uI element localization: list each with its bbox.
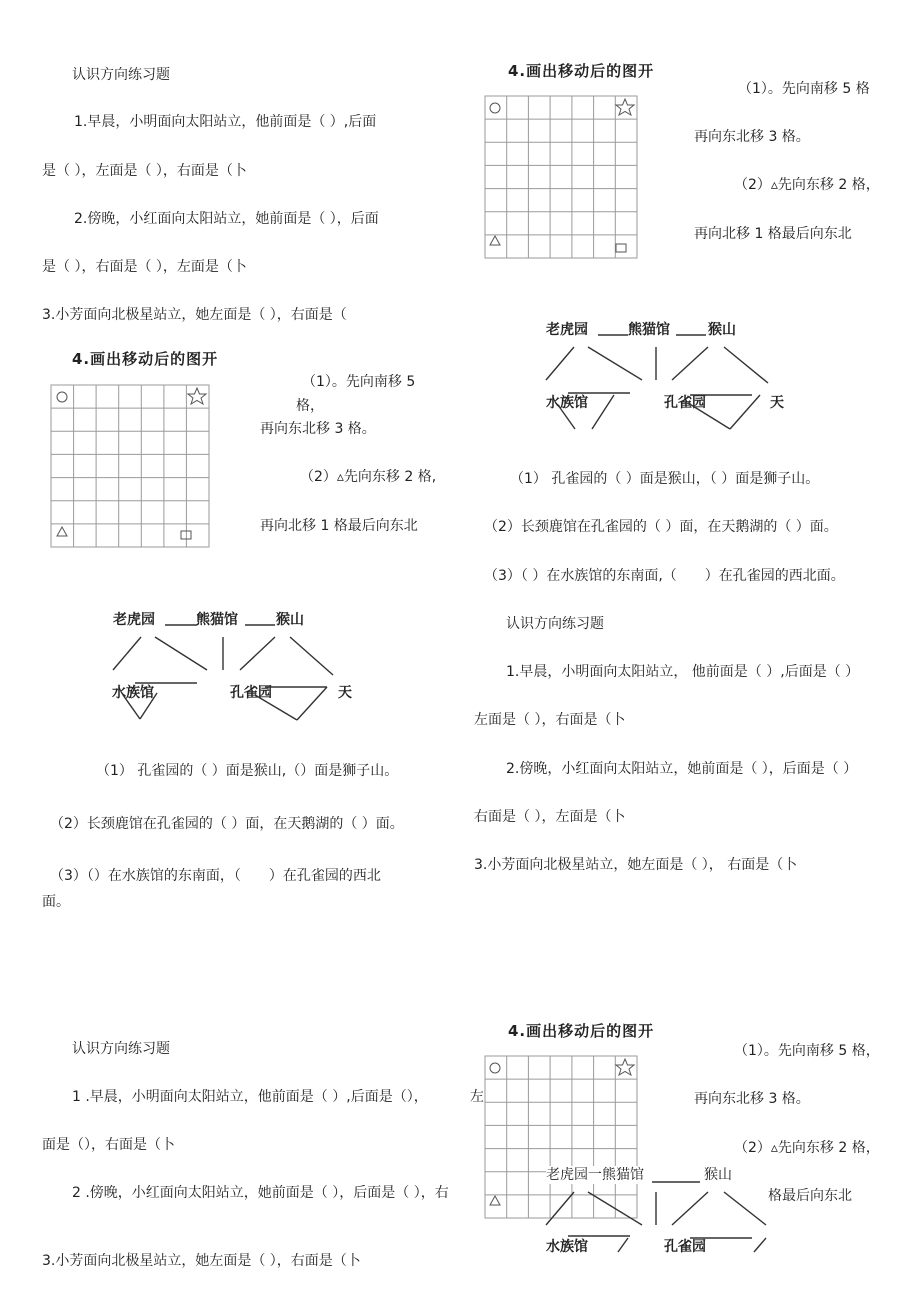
bottom-move1-b: 再向东北移 3 格。 [694,1091,810,1107]
right-question-2a: 2.傍晚，小红面向太阳站立，她前面是（ ），后面是（ ） [506,761,858,777]
triangle-icon [490,1196,500,1205]
bottom-question-3: 3.小芳面向北极星站立，她左面是（ ），右面是（卜 [42,1253,361,1269]
question-2a: 2.傍晚，小红面向太阳站立，她前面是（ ），后面 [74,211,379,227]
map-lines-left [105,615,355,725]
move2-a-right: （2）▵先向东移 2 格， [734,177,880,193]
map-question-2-right: （2）长颈鹿馆在孔雀园的（ ）面，在天鹅湖的（ ）面。 [484,519,838,535]
map-tiger-left: 老虎园 [113,612,155,628]
map-question-3-right: （3）（ ）在水族馆的东南面,（ ）在孔雀园的西北面。 [484,568,845,584]
question-1b: 是（ ），左面是（ ），右面是（卜 [42,163,247,179]
question-2b: 是（ ），右面是（ ），左面是（卜 [42,259,247,275]
move1-b-right: 再向东北移 3 格。 [694,129,810,145]
move1-c-left: 再向东北移 3 格。 [260,421,376,437]
grid-heading-left: 4.画出移动后的图开 [72,350,219,368]
right-question-3: 3.小芳面向北极星站立，她左面是（ ）， 右面是（卜 [474,857,798,873]
title-right: 认识方向练习题 [506,616,604,632]
map-question-1-right: （1） 孔雀园的（ ）面是猴山，（ ）面是狮子山。 [510,471,820,487]
star-icon [188,388,206,404]
bottom-move1-a: （1）。先向南移 5 格， [734,1043,880,1059]
map-question-1-left: （1） 孔雀园的（ ）面是猴山,（）面是狮子山。 [96,763,399,779]
map-peacock-left: 孔雀园 [230,685,272,701]
map-panda-right: 熊猫馆 [628,322,670,338]
map-monkey-left: 猴山 [276,612,304,628]
bottom-question-1b: 面是（），右面是（卜 [42,1137,175,1153]
move1-a-right: （1）。先向南移 5 格 [738,81,870,97]
map-question-3a-left: （3）（）在水族馆的东南面，（ ）在孔雀园的西北 [50,868,381,884]
bottom-question-1a-tail: 左 [470,1089,484,1105]
circle-icon [57,392,67,402]
square-icon [616,244,626,252]
bottom-question-2a: 2 .傍晚，小红面向太阳站立，她前面是（ ），后面是（ ），右 [72,1185,449,1201]
map-monkey-right: 猴山 [708,322,736,338]
movement-grid-left [50,384,212,550]
triangle-icon [490,236,500,245]
title-top-left: 认识方向练习题 [72,67,170,83]
map-question-3b-left: 面。 [42,894,70,910]
right-question-1b: 左面是（ ），右面是（卜 [474,712,626,728]
bottom-map-peacock: 孔雀园 [664,1239,706,1255]
map-aquarium-left: 水族馆 [112,685,154,701]
bottom-map-aquarium: 水族馆 [546,1239,588,1255]
bottom-move2-a: （2）▵先向东移 2 格， [734,1140,880,1156]
move2-b-left: 再向北移 1 格最后向东北 [260,518,418,534]
movement-grid-right [484,95,640,261]
move2-b-right: 再向北移 1 格最后向东北 [694,226,852,242]
star-icon [616,99,634,115]
move1-a-left: （1）。先向南移 5 [302,374,416,390]
circle-icon [490,1063,500,1073]
bottom-move2-b: 格最后向东北 [768,1188,852,1204]
map-sky-right: 天 [770,395,784,411]
bottom-question-1a: 1 .早晨，小明面向太阳站立，他前面是（ ）,后面是（）， [72,1089,428,1105]
title-bottom-left: 认识方向练习题 [72,1041,170,1057]
move1-b-left: 格， [296,398,324,414]
grid-heading-bottom: 4.画出移动后的图开 [508,1022,655,1040]
map-sky-left: 天 [338,685,352,701]
bottom-map-top: 老虎园一熊猫馆 [546,1167,644,1183]
right-question-1a: 1.早晨，小明面向太阳站立， 他前面是（ ）,后面是（ ） [506,664,860,680]
map-tiger-right: 老虎园 [546,322,588,338]
triangle-icon [57,527,67,536]
circle-icon [490,103,500,113]
map-peacock-right: 孔雀园 [664,395,706,411]
map-lines-right [540,325,780,435]
move2-a-left: （2）▵先向东移 2 格, [300,469,437,485]
map-panda-left: 熊猫馆 [196,612,238,628]
bottom-map-monkey: 猴山 [704,1167,732,1183]
question-3: 3.小芳面向北极星站立，她左面是（ ），右面是（ [42,307,347,323]
grid-heading-right: 4.画出移动后的图开 [508,62,655,80]
map-question-2-left: （2）长颈鹿馆在孔雀园的（ ）面，在天鹅湖的（ ）面。 [50,816,404,832]
right-question-2b: 右面是（ ），左面是（卜 [474,809,626,825]
question-1a: 1.早晨，小明面向太阳站立，他前面是（ ）,后面 [74,114,377,130]
star-icon [616,1059,634,1075]
map-aquarium-right: 水族馆 [546,395,588,411]
